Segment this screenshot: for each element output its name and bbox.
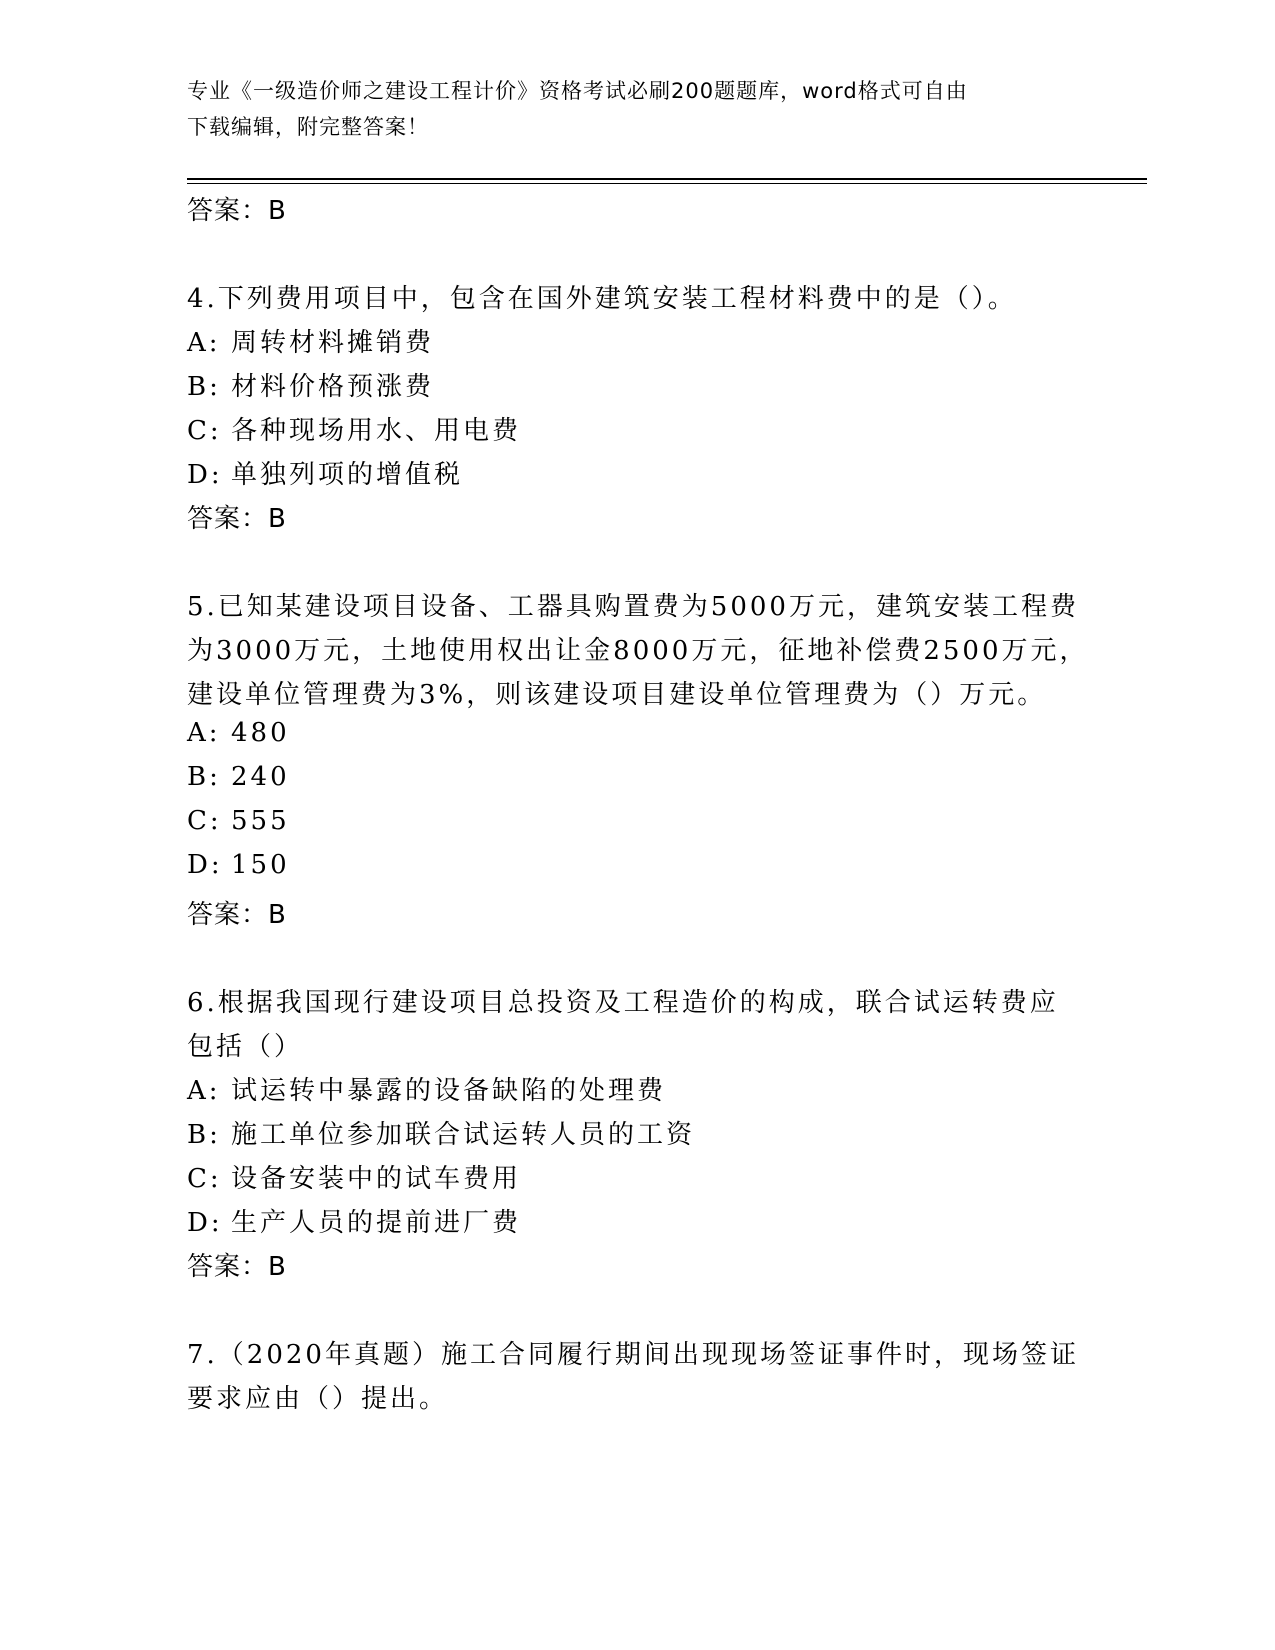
question-5-option-b [187,762,290,792]
option-text: 周转材料摊销费 [231,328,435,358]
question-6-option-d [187,1202,521,1239]
question-5-text-line-1: 5.已知某建设项目设备、工器具购置费为5000万元，建筑安装工程费 [187,592,1079,622]
question-7-text-line-1: 7.（2020年真题）施工合同履行期间出现现场签证事件时，现场签证 [187,1340,1079,1370]
option-text: 240 [231,762,290,792]
answer-q6: 答案：B [187,1252,287,1282]
option-label: D: [187,850,223,880]
option-text: 试运转中暴露的设备缺陷的处理费 [231,1076,667,1106]
option-label: A: [187,718,221,748]
question-6-option-b [187,1114,695,1151]
option-label: D: [187,1208,223,1238]
answer-q4: 答案：B [187,504,287,534]
option-text: 材料价格预涨费 [231,372,435,402]
option-text: 设备安装中的试车费用 [231,1164,522,1194]
option-text: 480 [231,718,290,748]
header-divider [187,178,1147,180]
question-7-text-line-2: 要求应由（）提出。 [187,1384,449,1414]
question-4-option-b [187,366,434,403]
option-label: D: [187,460,223,490]
question-4-text: 4.下列费用项目中，包含在国外建筑安装工程材料费中的是（）。 [187,284,1017,314]
question-5-option-c [187,806,290,836]
question-6-option-c [187,1158,521,1195]
option-text: 单独列项的增值税 [231,460,464,490]
option-text: 150 [231,850,290,880]
question-5-option-a [187,718,290,748]
option-label: A: [187,328,221,358]
option-label: C: [187,806,222,836]
header-line-1: 专业《一级造价师之建设工程计价》资格考试必刷200题题库，word格式可自由 [187,79,968,103]
question-6-option-a [187,1070,666,1107]
question-4-option-d [187,454,463,491]
question-4-option-c [187,410,521,447]
question-5-text-line-3: 建设单位管理费为3%，则该建设项目建设单位管理费为（）万元。 [187,680,1047,710]
option-label: B: [187,372,221,402]
question-6-text-line-1: 6.根据我国现行建设项目总投资及工程造价的构成，联合试运转费应 [187,988,1059,1018]
option-label: B: [187,1120,221,1150]
option-label: C: [187,1164,222,1194]
option-label: B: [187,762,221,792]
answer-q3: 答案：B [187,196,287,226]
header-divider-thin [187,183,1147,184]
option-text: 555 [231,806,290,836]
option-text: 生产人员的提前进厂费 [231,1208,522,1238]
question-4-option-a [187,322,434,359]
option-text: 各种现场用水、用电费 [231,416,522,446]
question-5-text-line-2: 为3000万元，土地使用权出让金8000万元，征地补偿费2500万元， [187,636,1089,666]
option-label: A: [187,1076,221,1106]
answer-q5: 答案：B [187,900,287,930]
question-6-text-line-2: 包括（） [187,1032,304,1062]
header-line-2: 下载编辑，附完整答案！ [187,115,429,139]
option-text: 施工单位参加联合试运转人员的工资 [231,1120,696,1150]
document-header [187,73,1077,145]
question-5-option-d [187,850,290,880]
option-label: C: [187,416,222,446]
